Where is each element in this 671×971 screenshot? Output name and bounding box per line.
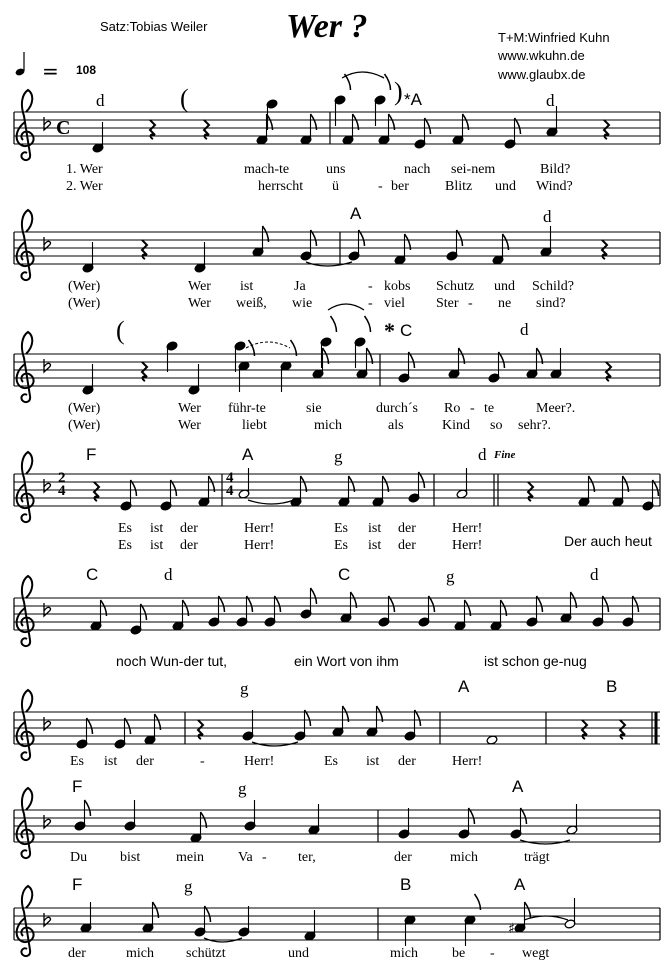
chord-symbol: F: [86, 445, 97, 464]
slur: [328, 304, 364, 310]
lyric-syllable: Wer: [188, 279, 211, 294]
lyric-syllable: sie: [306, 401, 322, 416]
lyric-syllable: der: [398, 521, 416, 536]
lyric-syllable: Wer: [188, 296, 211, 311]
chord-symbol: g: [334, 447, 343, 466]
lyric-syllable: te: [484, 401, 495, 416]
lyric-syllable: der: [180, 521, 198, 536]
sharp-accidental: ♯: [508, 921, 515, 937]
lyric-syllable: Kind: [442, 418, 470, 433]
chord-symbol: A: [350, 204, 362, 223]
arranger-credit: Satz:Tobias Weiler: [100, 19, 208, 34]
lyric-syllable: (Wer): [68, 418, 101, 433]
section-lead-in: Der auch heut: [564, 533, 652, 549]
chord-symbol: A: [242, 445, 254, 464]
chord-symbol: d: [590, 565, 599, 584]
chord-symbol: A: [514, 875, 526, 894]
time-signature: 4: [226, 483, 234, 499]
lyric-line: ist schon ge-nug: [484, 653, 587, 669]
chord-symbol: d: [520, 320, 529, 339]
lyric-syllable: be: [452, 946, 466, 961]
lyric-syllable: mich: [450, 850, 478, 865]
lyric-syllable: Herr!: [244, 521, 275, 536]
lyric-syllable: Herr!: [452, 754, 483, 769]
chord-symbol: *: [384, 318, 395, 343]
lyric-syllable: ist: [150, 538, 164, 553]
treble-clef: [17, 886, 34, 956]
time-signature: 4: [58, 483, 66, 499]
lyric-syllable: Herr!: [452, 521, 483, 536]
lyric-syllable: (Wer): [68, 401, 101, 416]
tie: [248, 500, 294, 504]
lyric-syllable: Es: [118, 538, 132, 553]
lyric-syllable: ist: [240, 279, 254, 294]
lyric-syllable: sind?: [536, 296, 566, 311]
lyric-syllable: und: [495, 179, 516, 194]
lyric-syllable: mich: [126, 946, 154, 961]
lyric-syllable: mich: [390, 946, 418, 961]
lyric-syllable: liebt: [242, 418, 267, 433]
chord-symbol: g: [184, 877, 193, 896]
lyric-line: noch Wun-der tut,: [116, 653, 228, 669]
chord-symbol: *A: [404, 90, 422, 109]
lyric-syllable: ü: [332, 179, 339, 194]
chord-symbol: d: [546, 91, 555, 110]
slur: [342, 72, 384, 78]
chord-symbol: F: [72, 777, 83, 796]
treble-clef: [17, 788, 34, 858]
chord-symbol: d: [478, 445, 487, 464]
chord-symbol: F: [72, 875, 83, 894]
fine-marking: Fine: [494, 449, 516, 461]
lyric-syllable: ist: [368, 538, 382, 553]
tempo-equals: =: [42, 59, 59, 83]
lyric-syllable: ist: [150, 521, 164, 536]
lyric-syllable: -: [468, 296, 473, 311]
page-title: Wer ?: [286, 8, 368, 45]
lyric-syllable: -: [490, 946, 495, 961]
chord-symbol: B: [400, 875, 412, 894]
lyric-syllable: Va: [238, 850, 253, 865]
lyric-syllable: bist: [120, 850, 141, 865]
lyric-syllable: Es: [118, 521, 132, 536]
chord-symbol: C: [338, 565, 351, 584]
time-signature: 4: [226, 470, 234, 486]
chord-symbol: (: [116, 316, 125, 345]
lyric-syllable: der: [394, 850, 412, 865]
lyric-syllable: der: [398, 754, 416, 769]
lyric-syllable: der: [68, 946, 86, 961]
common-time-symbol: C: [56, 117, 71, 139]
tempo-value: 108: [76, 63, 97, 77]
website-link[interactable]: www.wkuhn.de: [498, 48, 585, 63]
lyric-syllable: durch´s: [376, 401, 418, 416]
chord-symbol: B: [606, 677, 618, 696]
lyric-syllable: -: [262, 850, 267, 865]
lyric-syllable: Meer?.: [536, 401, 576, 416]
lyric-syllable: wie: [292, 296, 313, 311]
lyric-syllable: Es: [334, 538, 348, 553]
lyric-syllable: herrscht: [258, 179, 304, 194]
lyric-syllable: Es: [324, 754, 338, 769]
lyric-syllable: Wer: [178, 418, 201, 433]
lyric-syllable: ber: [391, 179, 409, 194]
lyric-syllable: (Wer): [68, 296, 101, 311]
note-flag: [365, 316, 371, 332]
treble-clef: [17, 576, 34, 646]
treble-clef: [17, 452, 34, 522]
lyric-syllable: der: [180, 538, 198, 553]
lyric-syllable: ist: [104, 754, 118, 769]
lyric-syllable: der: [136, 754, 154, 769]
lyric-syllable: viel: [384, 296, 405, 311]
chord-symbol: (: [180, 84, 189, 113]
lyric-syllable: -: [368, 296, 373, 311]
lyric-syllable: Wer: [178, 401, 201, 416]
treble-clef: [17, 332, 34, 402]
lyric-syllable: Schutz: [436, 279, 475, 294]
lyric-syllable: ist: [366, 754, 380, 769]
lyric-syllable: so: [490, 418, 503, 433]
website-link[interactable]: www.glaubx.de: [498, 67, 586, 82]
treble-clef: [17, 690, 34, 760]
composer-credit: T+M:Winfried Kuhn: [498, 30, 610, 45]
chord-symbol: C: [400, 321, 413, 340]
lyric-syllable: mein: [176, 850, 204, 865]
lyric-syllable: -: [378, 179, 383, 194]
lyric-syllable: ter,: [298, 850, 316, 865]
lyric-syllable: -: [470, 401, 475, 416]
note-flag: [385, 74, 391, 90]
treble-clef: [17, 90, 34, 160]
lyric-syllable: ist: [368, 521, 382, 536]
lyric-syllable: nach: [404, 162, 431, 177]
lyric-line: ein Wort von ihm: [294, 653, 399, 669]
lyric-syllable: Herr!: [244, 754, 275, 769]
lyric-syllable: weiß,: [236, 296, 267, 311]
note-flag: [85, 800, 91, 816]
lyric-syllable: Du: [70, 850, 88, 865]
lyric-syllable: 1. Wer: [66, 162, 103, 177]
chord-symbol: g: [240, 679, 249, 698]
lyric-syllable: als: [388, 418, 404, 433]
lyric-syllable: ne: [498, 296, 512, 311]
lyric-syllable: -: [200, 754, 205, 769]
lyric-syllable: sehr?.: [518, 418, 552, 433]
chord-symbol: d: [96, 91, 105, 110]
chord-symbol: A: [512, 777, 524, 796]
note-flag: [331, 316, 337, 332]
chord-symbol: d: [164, 565, 173, 584]
lyric-syllable: Herr!: [244, 538, 275, 553]
chord-symbol: d: [543, 207, 552, 226]
lyric-syllable: trägt: [524, 850, 550, 865]
chord-symbol: g: [238, 779, 247, 798]
lyric-syllable: sei-nem: [451, 162, 496, 177]
lyric-syllable: Wind?: [536, 179, 573, 194]
lyric-syllable: Blitz: [445, 179, 473, 194]
lyric-syllable: wegt: [522, 946, 550, 961]
lyric-syllable: uns: [326, 162, 346, 177]
lyric-syllable: (Wer): [68, 279, 101, 294]
lyric-syllable: mach-te: [244, 162, 290, 177]
lyric-syllable: Bild?: [540, 162, 571, 177]
note-flag: [311, 588, 317, 604]
chord-symbol: C: [86, 565, 99, 584]
lyric-syllable: Es: [70, 754, 84, 769]
chord-symbol: g: [446, 567, 455, 586]
lyric-syllable: der: [398, 538, 416, 553]
lyric-syllable: schützt: [186, 946, 226, 961]
lyric-syllable: und: [288, 946, 309, 961]
lyric-syllable: kobs: [384, 279, 411, 294]
ossia-bracket: ): [394, 77, 403, 106]
lyric-syllable: Herr!: [452, 538, 483, 553]
lyric-syllable: Ro: [444, 401, 461, 416]
lyric-syllable: -: [368, 279, 373, 294]
lyric-syllable: 2. Wer: [66, 179, 103, 194]
lyric-syllable: und: [494, 279, 515, 294]
chord-symbol: A: [458, 677, 470, 696]
lyric-syllable: führ-te: [228, 401, 266, 416]
lyric-syllable: Schild?: [532, 279, 574, 294]
lyric-syllable: Es: [334, 521, 348, 536]
lyric-syllable: mich: [314, 418, 342, 433]
time-signature: 2: [58, 470, 66, 486]
treble-clef: [17, 210, 34, 280]
lyric-syllable: Ja: [294, 279, 306, 294]
lyric-syllable: Ster: [436, 296, 459, 311]
